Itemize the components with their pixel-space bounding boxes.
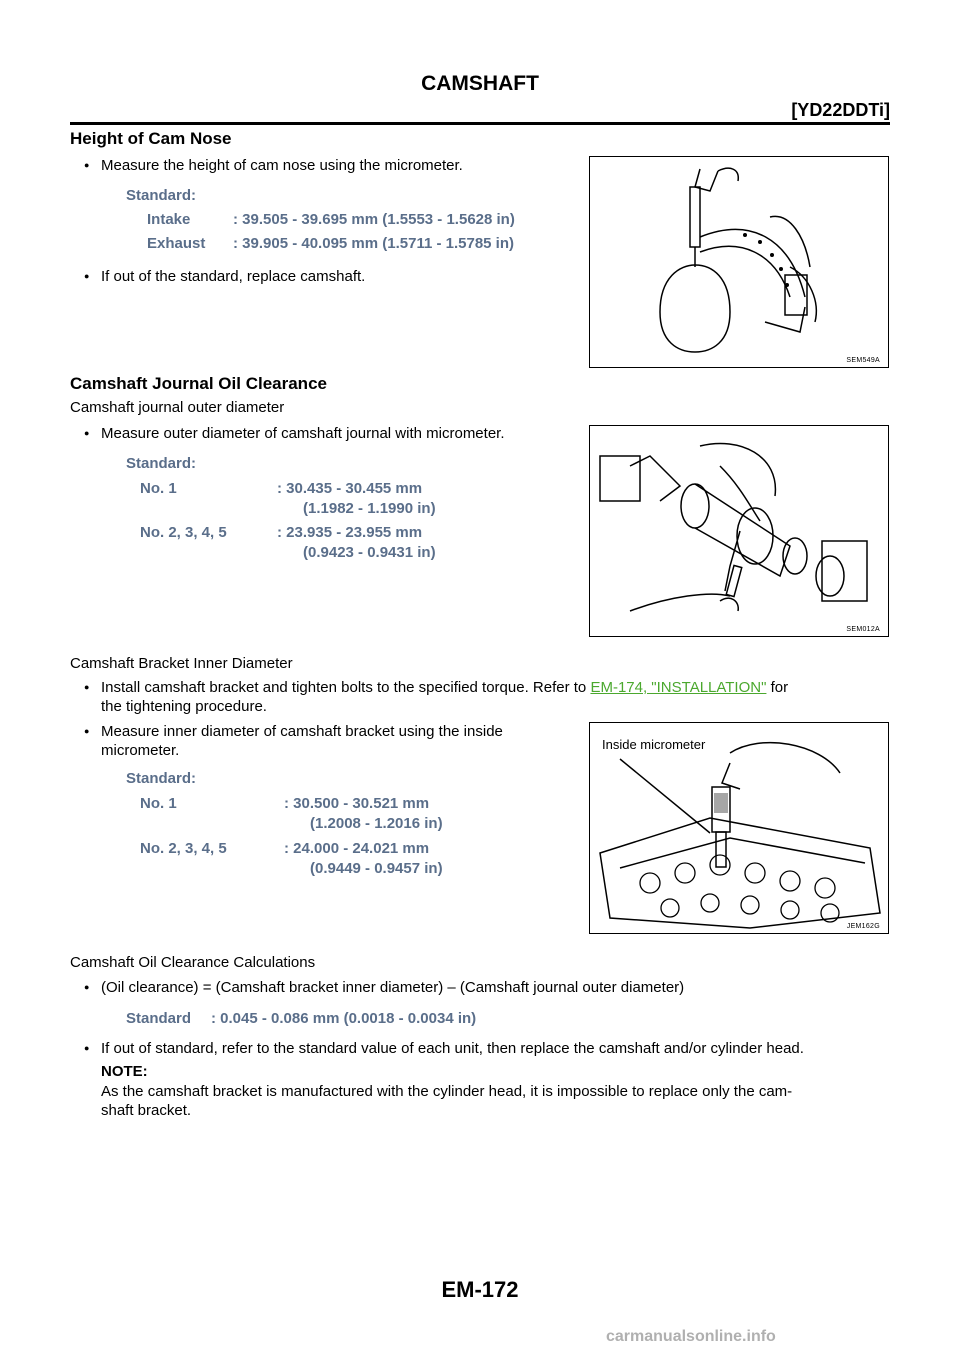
figure-inside-micrometer [589,722,889,934]
figure-code: JEM162G [846,923,880,930]
standard-label: Standard: [126,187,197,204]
spec-no1-value-inch: (1.2008 - 1.2016 in) [310,815,443,832]
spec-oil-clearance-value: : 0.045 - 0.086 mm (0.0018 - 0.0034 in) [211,1010,477,1027]
bullet-install-text: Install camshaft bracket and tighten bolts to the specified torque. Refer to [101,679,591,696]
note-line-2: shaft bracket. [101,1102,192,1119]
figure-cam-nose-micrometer [589,156,889,368]
standard-label: Standard: [126,770,197,787]
figure-label-inside-micrometer: Inside micrometer [602,737,706,752]
spec-no2-label: No. 2, 3, 4, 5 [140,840,227,857]
spec-no2-value: : 24.000 - 24.021 mm [284,840,430,857]
spec-intake-value: : 39.505 - 39.695 mm (1.5553 - 1.5628 in) [233,211,515,228]
bullet-install-bracket-line2: the tightening procedure. [101,698,267,715]
figure-journal-micrometer [589,425,889,637]
heading-journal-oil-clearance: Camshaft Journal Oil Clearance [70,374,327,393]
camshaft-journal-illustration [590,426,888,636]
bullet-measure-journal: ● Measure outer diameter of camshaft journal with micrometer. [101,424,505,443]
spec-no2-label: No. 2, 3, 4, 5 [140,524,227,541]
bullet-oil-clearance-formula: ● (Oil clearance) = (Camshaft bracket inner diameter) – (Camshaft journal outer diameter) [101,978,684,997]
page-title: CAMSHAFT [421,72,539,95]
spec-no2-value-inch: (0.9423 - 0.9431 in) [303,544,436,561]
spec-no1-label: No. 1 [140,795,177,812]
engine-code: [YD22DDTi] [791,100,890,120]
heading-cam-nose: Height of Cam Nose [70,129,232,148]
spec-no1-value-inch: (1.1982 - 1.1990 in) [303,500,436,517]
bullet-install-text-end: for [766,679,789,696]
figure-code: SEM549A [846,357,880,364]
spec-no1-value: : 30.500 - 30.521 mm [284,795,430,812]
note-line-1: As the camshaft bracket is manufactured with the cylinder head, it is impossible to replace only the cam- [101,1083,793,1100]
bullet-replace-camshaft: ● If out of the standard, replace camshaft. [101,267,365,286]
page-number: EM-172 [441,1277,519,1302]
spec-no2-value-inch: (0.9449 - 0.9457 in) [310,860,443,877]
micrometer-illustration [590,157,888,367]
site-watermark[interactable]: carmanualsonline.info [606,1328,776,1345]
spec-exhaust-value: : 39.905 - 40.095 mm (1.5711 - 1.5785 in) [233,235,515,252]
spec-no2-value: : 23.935 - 23.955 mm [277,524,423,541]
spec-intake-label: Intake [147,211,191,228]
bullet-measure-bracket-line2: micrometer. [101,742,180,759]
bullet-measure-cam-nose: ● Measure the height of cam nose using the micrometer. [101,156,463,175]
subheading-journal-outer-diameter: Camshaft journal outer diameter [70,399,285,416]
bullet-install-bracket [101,678,891,697]
figure-code: SEM012A [846,626,880,633]
header-rule [70,122,890,125]
standard-label: Standard: [126,455,197,472]
subheading-oil-clearance-calc: Camshaft Oil Clearance Calculations [70,954,316,971]
spec-exhaust-label: Exhaust [147,235,206,252]
cylinder-head-illustration [590,723,888,933]
spec-no1-value: : 30.435 - 30.455 mm [277,480,423,497]
bullet-out-of-standard: ● If out of standard, refer to the standard value of each unit, then replace the camshaft and/or cylinder head. [101,1039,804,1058]
subheading-bracket-inner-diameter: Camshaft Bracket Inner Diameter [70,655,293,672]
bullet-measure-bracket: ● Measure inner diameter of camshaft bracket using the inside [101,722,503,741]
spec-no1-label: No. 1 [140,480,177,497]
standard-label: Standard [126,1010,192,1027]
link-em-174-installation[interactable]: EM-174, "INSTALLATION" [590,679,767,696]
note-heading: NOTE: [101,1063,148,1080]
